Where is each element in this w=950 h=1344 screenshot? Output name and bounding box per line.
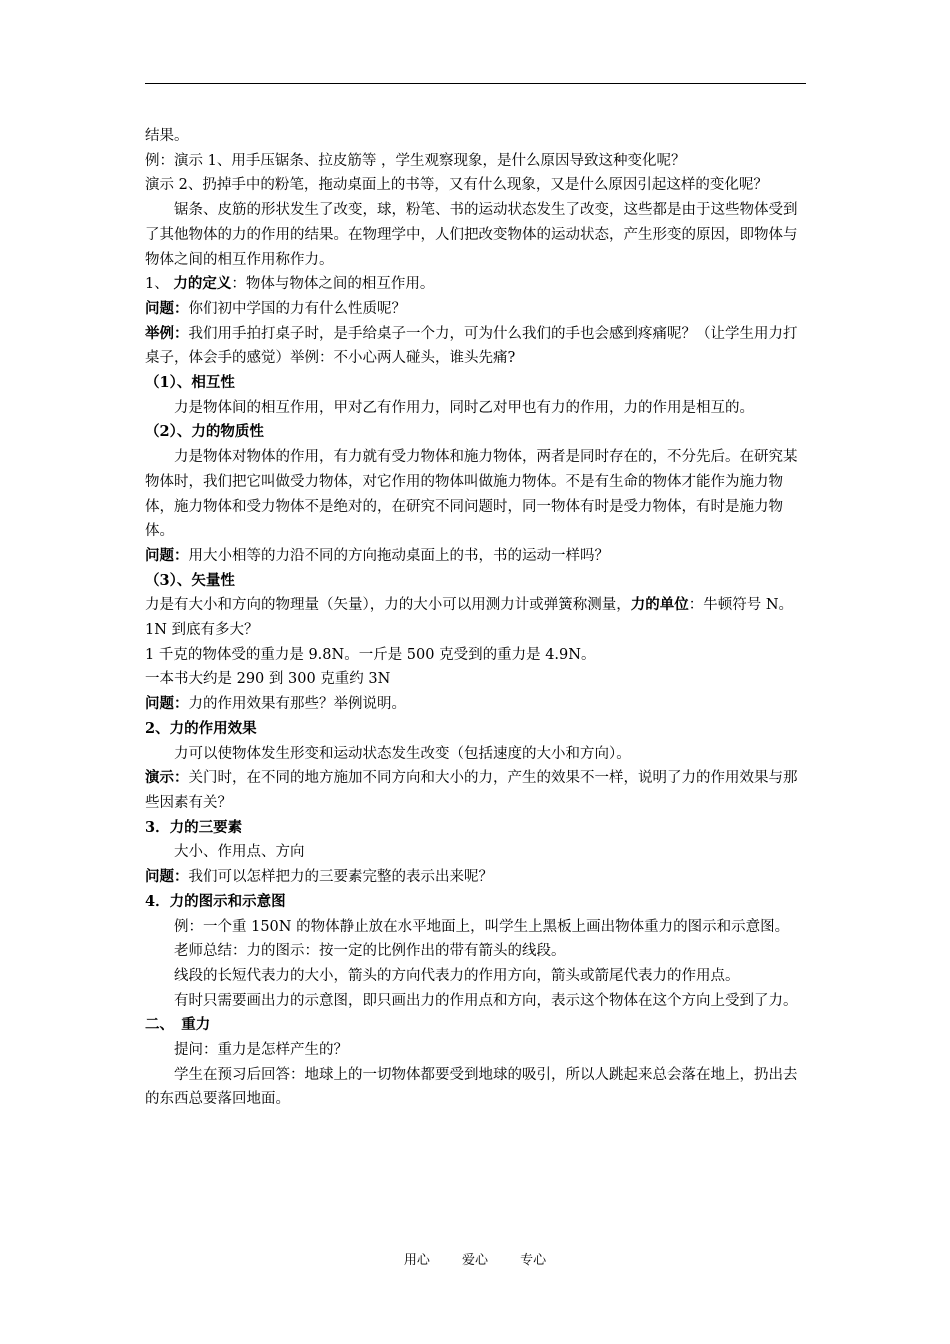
example-text: 我们用手拍打桌子时，是手给桌子一个力，可为什么我们的手也会感到疼痛呢？（让学生用力打桌子，体会手的感觉）举例：不小心两人碰头，谁头先痛? xyxy=(145,325,798,367)
paragraph: 提问：重力是怎样产生的？ xyxy=(174,1042,348,1059)
document-body xyxy=(145,124,810,1112)
text-span: 力是有大小和方向的物理量（矢量），力的大小可以用测力计或弹簧称测量， xyxy=(145,597,631,614)
paragraph: 力可以使物体发生形变和运动状态发生改变（包括速度的大小和方向）。 xyxy=(174,745,631,762)
paragraph: 1 千克的物体受的重力是 9.8N。一斤是 500 克受到的重力是 4.9N。 xyxy=(145,646,596,663)
paragraph: 力是物体对物体的作用，有力就有受力物体和施力物体，两者是同时存在的，不分先后。在研究某物体时，我们把它叫做受力物体，对它作用的物体叫做施力物体。不是有生命的物体才能作为施力物体，施力物体和受力物体不是绝对的，在研究不同问题时，同一物体有时是受力物体，有时是施力物体。 xyxy=(145,449,798,540)
example-line xyxy=(145,322,810,371)
paragraph: 力是物体间的相互作用，甲对乙有作用力，同时乙对甲也有力的作用，力的作用是相互的。 xyxy=(174,399,754,416)
section-heading: （1）、相互性 xyxy=(145,374,235,392)
question-text: 用大小相等的力沿不同的方向拖动桌面上的书，书的运动一样吗？ xyxy=(188,547,609,564)
paragraph: 有时只需要画出力的示意图，即只画出力的作用点和方向，表示这个物体在这个方向上受到了力。 xyxy=(174,992,798,1009)
paragraph: 学生在预习后回答：地球上的一切物体都要受到地球的吸引，所以人跳起来总会落在地上，扔出去的东西总要落回地面。 xyxy=(145,1066,798,1108)
paragraph: 线段的长短代表力的大小，箭头的方向代表力的作用方向，箭头或箭尾代表力的作用点。 xyxy=(174,967,740,984)
footer-text: 专心 xyxy=(520,1253,547,1268)
question-line xyxy=(145,865,810,890)
text-span: ：牛顿符号 N。1N 到底有多大？ xyxy=(145,597,794,639)
section-heading: 4．力的图示和示意图 xyxy=(145,892,286,910)
header-rule xyxy=(145,83,806,84)
question-line xyxy=(145,544,810,569)
footer-text: 用心 xyxy=(403,1253,430,1268)
demo-text: 关门时，在不同的地方施加不同方向和大小的力，产生的效果不一样，说明了力的作用效果与那些因素有关？ xyxy=(145,770,798,811)
term-text: ：物体与物体之间的相互作用。 xyxy=(231,276,435,293)
section-heading: （3）、矢量性 xyxy=(145,571,235,589)
paragraph: 例：一个重 150N 的物体静止放在水平地面上，叫学生上黑板上画出物体重力的图示和示意图。 xyxy=(174,918,790,935)
paragraph: 结果。 xyxy=(145,128,189,144)
definition-line xyxy=(145,272,810,297)
footer-text: 爱心 xyxy=(461,1253,488,1268)
page-footer xyxy=(0,1249,950,1268)
unit-label: 力的单位 xyxy=(630,596,689,614)
question-text: 力的作用效果有那些？举例说明。 xyxy=(188,696,406,713)
paragraph: 一本书大约是 290 到 300 克重约 3N xyxy=(145,671,391,688)
demo-line xyxy=(145,766,810,815)
question-line xyxy=(145,297,810,322)
question-line xyxy=(145,692,810,717)
section-heading: 2、力的作用效果 xyxy=(145,719,257,737)
question-label: 问题： xyxy=(145,546,189,564)
demo-label: 演示： xyxy=(145,769,189,787)
question-label: 问题： xyxy=(145,868,189,886)
question-label: 问题： xyxy=(145,695,189,713)
section-heading: （2）、力的物质性 xyxy=(145,423,264,441)
paragraph: 演示 2、扔掉手中的粉笔，拖动桌面上的书等，又有什么现象，又是什么原因引起这样的变化呢？ xyxy=(145,177,768,194)
question-label: 问题： xyxy=(145,299,189,317)
list-number: 1、 xyxy=(145,276,174,293)
question-text: 我们可以怎样把力的三要素完整的表示出来呢？ xyxy=(188,869,493,886)
term-label: 力的定义 xyxy=(173,275,232,293)
chapter-heading: 二、 重力 xyxy=(145,1016,211,1034)
paragraph: 锯条、皮筋的形状发生了改变，球，粉笔、书的运动状态发生了改变，这些都是由于这些物体受到了其他物体的力的作用的结果。在物理学中，人们把改变物体的运动状态，产生形变的原因，即物体与物体之间的相互作用称作力。 xyxy=(145,202,798,268)
paragraph: 老师总结：力的图示：按一定的比例作出的带有箭头的线段。 xyxy=(174,943,566,960)
section-heading: 3．力的三要素 xyxy=(145,818,243,836)
paragraph xyxy=(145,593,810,642)
question-text: 你们初中学国的力有什么性质呢？ xyxy=(188,300,406,317)
example-label: 举例： xyxy=(145,324,189,342)
paragraph: 大小、作用点、方向 xyxy=(174,844,305,861)
paragraph: 例：演示 1、用手压锯条、拉皮筋等 ，学生观察现象，是什么原因导致这种变化呢？ xyxy=(145,152,686,169)
